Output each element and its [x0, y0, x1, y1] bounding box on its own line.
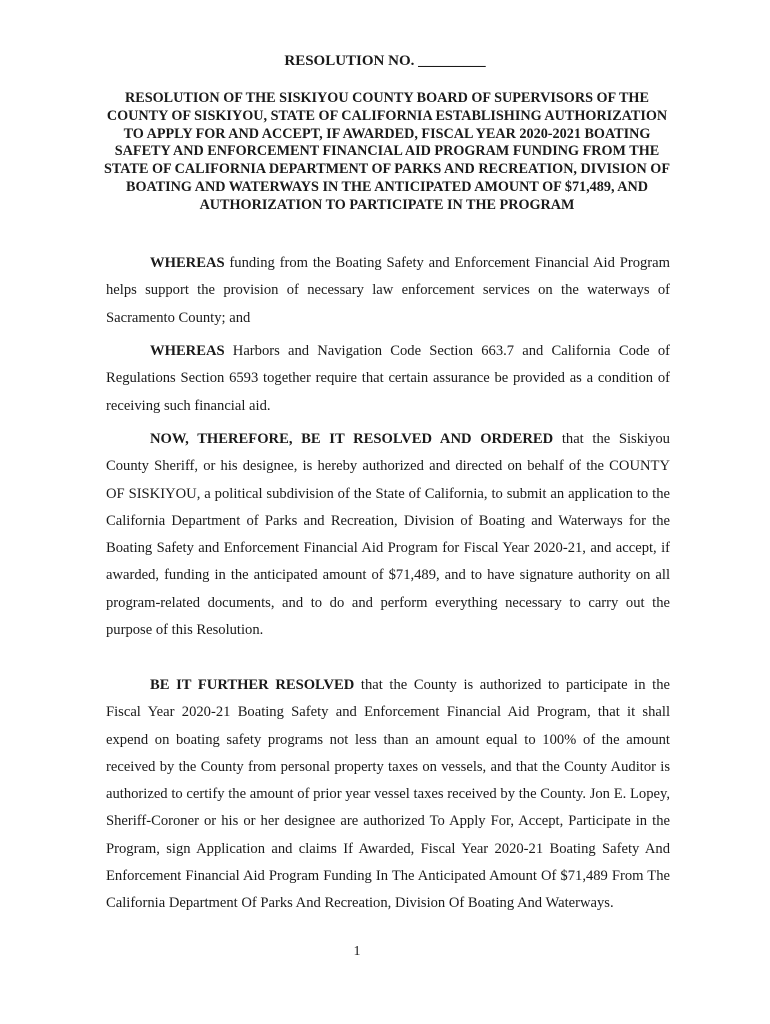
whereas-paragraph-2 [106, 338, 670, 420]
page-number: 1 [353, 944, 361, 959]
paragraph-text: Harbors and Navigation Code Section 663.7 and California Code of Regulations Section 6593 together require that certain assurance be provided as a condition of receiving such financial aid. [106, 343, 670, 414]
paragraph-text: that the Siskiyou County Sheriff, or his designee, is hereby authorized and directed on behalf of the COUNTY OF SISKIYOU, a political subdivision of the State of California, to submit an application to the California Department of Parks and Recreation, Division of Boating and Waterways for the Boating Safety and Enforcement Financial Aid Program for Fiscal Year 2020-21, and accept, if awarded, funding in the anticipated amount of $71,489, and to have signature authority on all program-related documents, and to do and perform everything necessary to carry out the purpose of this Resolution. [106, 431, 670, 639]
paragraph-text: funding from the Boating Safety and Enforcement Financial Aid Program helps support the provision of necessary law enforcement services on the waterways of Sacramento County; and [106, 255, 670, 326]
paragraph-text: that the County is authorized to participate in the Fiscal Year 2020-21 Boating Safety and Enforcement Financial Aid Program, that it shall expend on boating safety programs not less than an amount equal to 100% of the amount received by the County from personal property taxes on vessels, and that the County Auditor is authorized to certify the amount of prior year vessel taxes received by the County. Jon E. Lopey, Sheriff-Coroner or his or her designee are authorized To Apply For, Accept, Participate in the Program, sign Application and claims If Awarded, Fiscal Year 2020-21 Boating Safety And Enforcement Financial Aid Program Funding In The Anticipated Amount Of $71,489 From The California Department Of Parks And Recreation, Division Of Boating And Waterways. [106, 677, 670, 912]
paragraph-lead: WHEREAS [150, 255, 225, 271]
paragraph-lead: WHEREAS [150, 343, 225, 359]
resolved-paragraph [106, 426, 670, 644]
resolution-number: RESOLUTION NO. _________ [284, 53, 486, 69]
further-resolved-paragraph [106, 672, 670, 918]
paragraph-lead: BE IT FURTHER RESOLVED [150, 677, 355, 693]
whereas-paragraph-1 [106, 250, 670, 332]
resolution-title: RESOLUTION OF THE SISKIYOU COUNTY BOARD OF SUPERVISORS OF THE COUNTY OF SISKIYOU, STATE OF CALIFORNIA ESTABLISHING AUTHORIZATION TO APPLY FOR AND ACCEPT, IF AWARDED, FISCAL YEAR 2020-2021 BOATING SAFETY AND ENFORCEMENT FINANCIAL AID PROGRAM FUNDING FROM THE STATE OF CALIFORNIA DEPARTMENT OF PARKS AND RECREATION, DIVISION OF BOATING AND WATERWAYS IN THE ANTICIPATED AMOUNT OF $71,489, AND AUTHORIZATION TO PARTICIPATE IN THE PROGRAM [104, 90, 671, 213]
paragraph-lead: NOW, THEREFORE, BE IT RESOLVED AND ORDERED [150, 431, 554, 447]
